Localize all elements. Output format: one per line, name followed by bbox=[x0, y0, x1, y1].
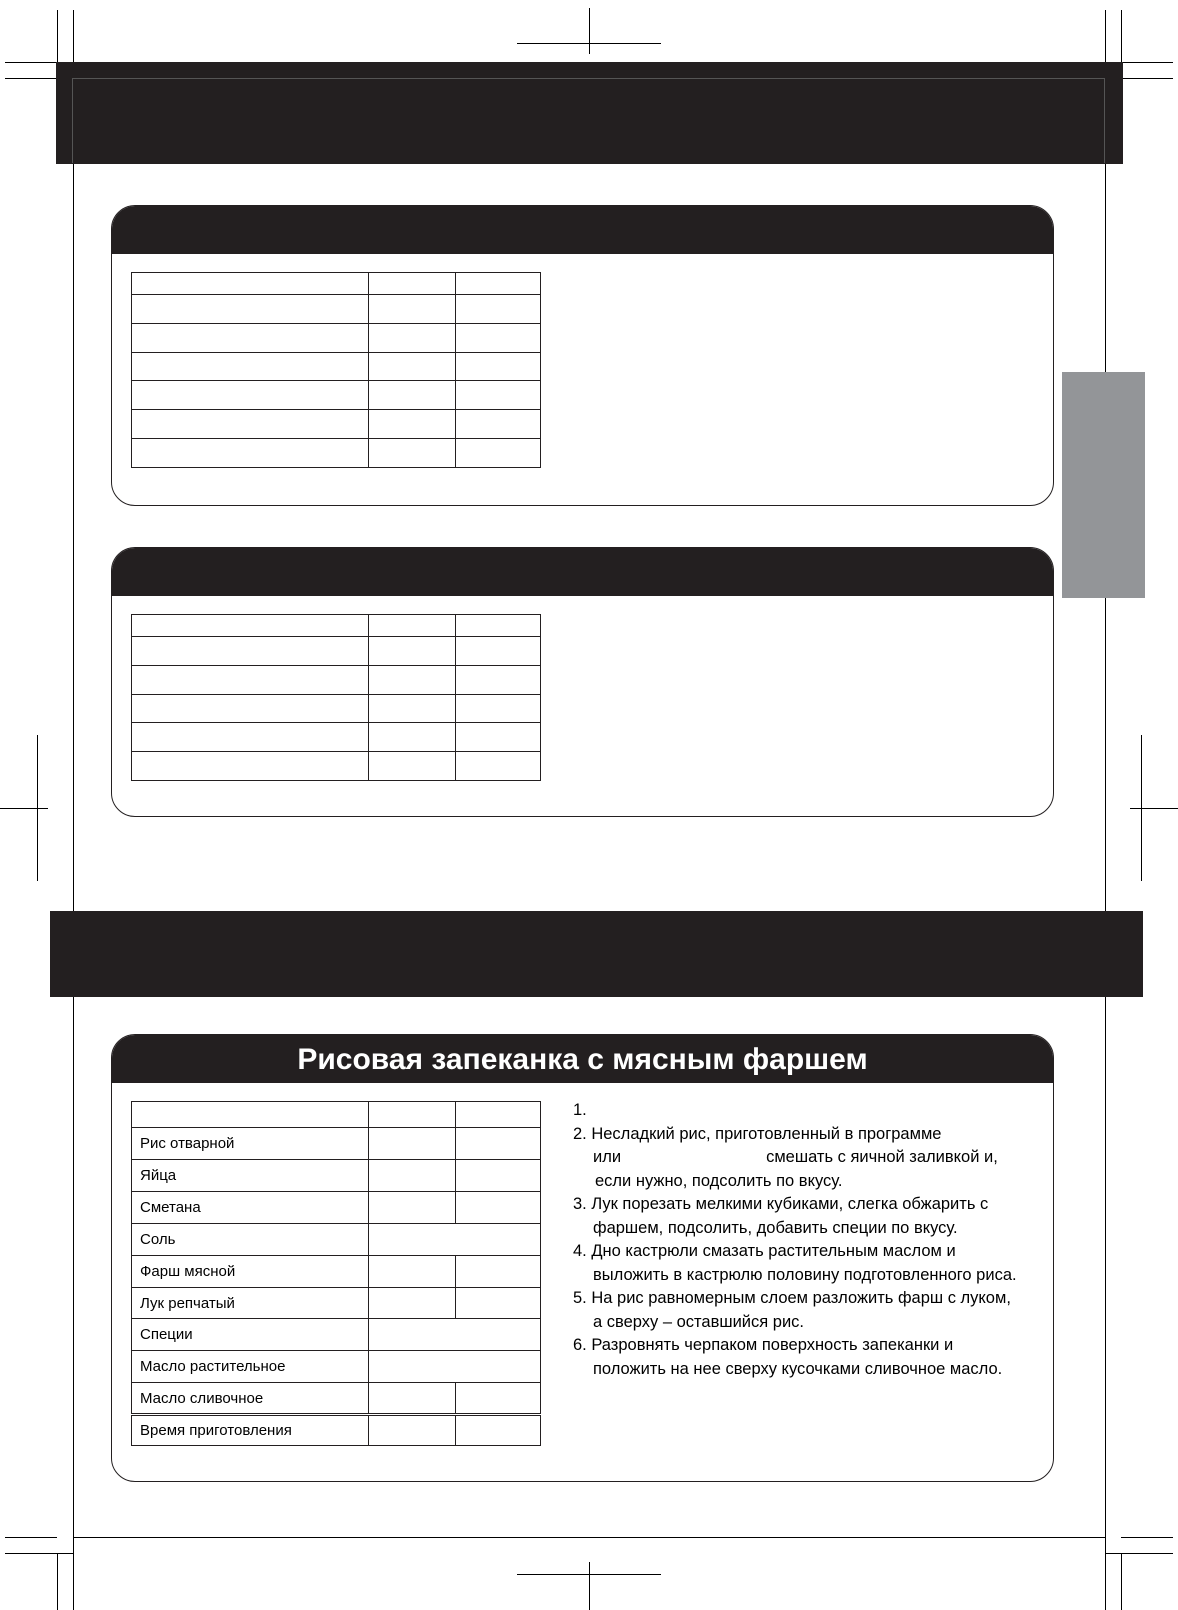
ingredient-name: Рис отварной bbox=[132, 1128, 369, 1160]
crop-mark bbox=[1105, 1553, 1173, 1554]
ingredient-qty bbox=[456, 1102, 541, 1128]
crop-mark bbox=[517, 1574, 661, 1575]
ingredient-qty bbox=[369, 1256, 456, 1288]
crop-mark bbox=[1121, 1553, 1122, 1610]
top-header-inner-line bbox=[72, 78, 1105, 163]
recipe-title: Рисовая запеканка с мясным фаршем bbox=[112, 1035, 1053, 1083]
step-2: 2. Несладкий рис, приготовленный в программе или смешать с яичной заливкой и, если нужно, подсолить по вкусу. bbox=[573, 1124, 998, 1190]
ingredient-qty bbox=[456, 1383, 541, 1415]
ingredient-qty bbox=[369, 1160, 456, 1192]
ingredient-qty bbox=[369, 1128, 456, 1160]
recipe-card-2 bbox=[111, 547, 1054, 817]
middle-section-band bbox=[50, 911, 1143, 997]
table-row bbox=[132, 1128, 541, 1160]
table-row bbox=[132, 1192, 541, 1224]
crop-mark bbox=[5, 1553, 73, 1554]
ingredient-qty bbox=[369, 1319, 541, 1351]
ingredient-name: Соль bbox=[132, 1224, 369, 1256]
table-row bbox=[132, 695, 541, 723]
crop-mark bbox=[0, 808, 48, 809]
ingredient-qty bbox=[369, 1192, 456, 1224]
ingredient-qty bbox=[369, 1102, 456, 1128]
crop-mark bbox=[1130, 808, 1178, 809]
ingredients-table-main bbox=[131, 1101, 541, 1446]
table-row bbox=[132, 1383, 541, 1415]
page-frame-bottom bbox=[73, 1537, 1105, 1538]
table-row bbox=[132, 1256, 541, 1288]
ingredient-qty bbox=[456, 1288, 541, 1319]
recipe-card-main bbox=[111, 1034, 1054, 1482]
crop-mark bbox=[517, 43, 661, 44]
ingredient-qty bbox=[369, 1351, 541, 1383]
recipe-card-1-header bbox=[112, 206, 1053, 254]
ingredient-qty bbox=[456, 1160, 541, 1192]
ingredient-qty bbox=[369, 1383, 456, 1415]
crop-mark bbox=[5, 1537, 57, 1538]
table-row bbox=[132, 324, 541, 353]
table-row bbox=[132, 637, 541, 666]
table-row bbox=[132, 439, 541, 468]
recipe-card-1 bbox=[111, 205, 1054, 506]
crop-mark bbox=[57, 1553, 58, 1610]
step-3: 3. Лук порезать мелкими кубиками, слегка обжарить с фаршем, подсолить, добавить специи по вкусу. bbox=[573, 1195, 989, 1237]
page-frame-right bbox=[1105, 78, 1106, 1537]
ingredient-name: Сметана bbox=[132, 1192, 369, 1224]
ingredient-name: Яйца bbox=[132, 1160, 369, 1192]
table-row bbox=[132, 1319, 541, 1351]
crop-mark bbox=[589, 8, 590, 54]
ingredient-qty bbox=[456, 1415, 541, 1446]
table-row bbox=[132, 381, 541, 410]
table-row bbox=[132, 1288, 541, 1319]
ingredient-name: Масло сливочное bbox=[132, 1383, 369, 1415]
crop-mark bbox=[1121, 1537, 1173, 1538]
ingredient-name bbox=[132, 1102, 369, 1128]
ingredient-qty bbox=[456, 1192, 541, 1224]
step-4: 4. Дно кастрюли смазать растительным маслом и выложить в кастрюлю половину подготовленного риса. bbox=[573, 1242, 1017, 1284]
table-row bbox=[132, 723, 541, 752]
cooking-time-label: Время приготовления bbox=[132, 1415, 369, 1446]
ingredients-table-2 bbox=[131, 614, 541, 781]
table-row bbox=[132, 666, 541, 695]
table-row bbox=[132, 353, 541, 381]
ingredients-table-1 bbox=[131, 272, 541, 468]
ingredient-name: Фарш мясной bbox=[132, 1256, 369, 1288]
table-row bbox=[132, 410, 541, 439]
step-5: 5. На рис равномерным слоем разложить фарш с луком, а сверху – оставшийся рис. bbox=[573, 1289, 1011, 1331]
step-1: 1. bbox=[573, 1101, 587, 1119]
page-frame-left bbox=[73, 78, 74, 1537]
step-6: 6. Разровнять черпаком поверхность запеканки и положить на нее сверху кусочками сливочное масло. bbox=[573, 1336, 1003, 1378]
ingredient-name: Масло растительное bbox=[132, 1351, 369, 1383]
crop-mark bbox=[73, 1537, 74, 1610]
ingredient-name: Специи bbox=[132, 1319, 369, 1351]
crop-mark bbox=[1105, 1537, 1106, 1610]
table-row bbox=[132, 273, 541, 295]
table-row bbox=[132, 1160, 541, 1192]
recipe-card-2-header bbox=[112, 548, 1053, 596]
table-row bbox=[132, 1224, 541, 1256]
ingredient-name: Лук репчатый bbox=[132, 1288, 369, 1319]
ingredient-qty bbox=[369, 1415, 456, 1446]
table-row bbox=[132, 1102, 541, 1128]
ingredient-qty bbox=[456, 1128, 541, 1160]
ingredient-qty bbox=[369, 1224, 541, 1256]
recipe-steps bbox=[573, 1099, 1043, 1381]
table-row bbox=[132, 295, 541, 324]
table-row bbox=[132, 615, 541, 637]
table-row bbox=[132, 1351, 541, 1383]
ingredient-qty bbox=[456, 1256, 541, 1288]
crop-mark bbox=[589, 1562, 590, 1610]
table-row bbox=[132, 1415, 541, 1446]
ingredient-qty bbox=[369, 1288, 456, 1319]
section-side-tab bbox=[1062, 372, 1145, 598]
table-row bbox=[132, 752, 541, 781]
